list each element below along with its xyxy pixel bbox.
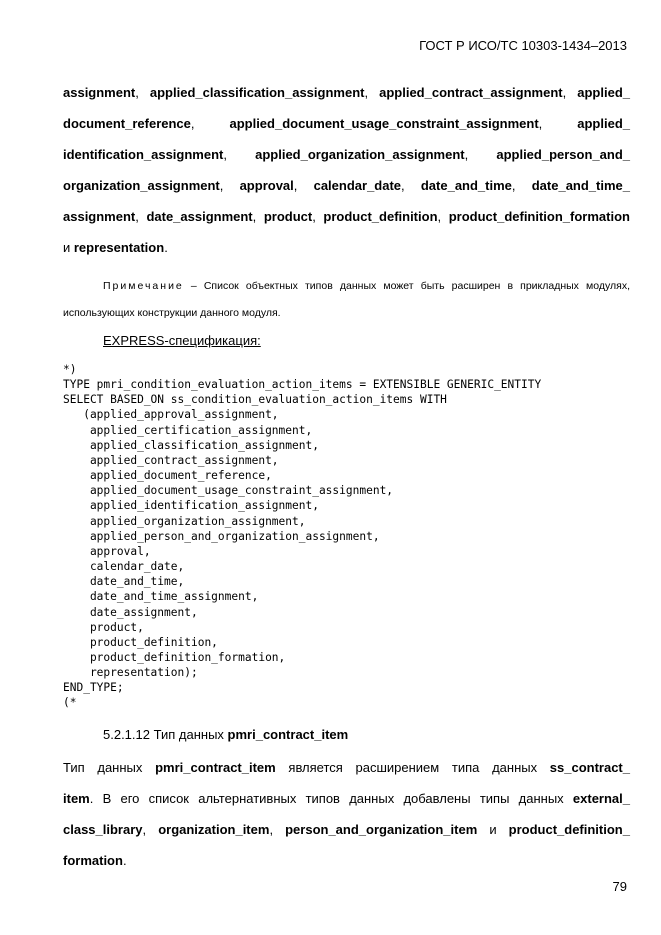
note-block <box>63 273 630 327</box>
type-name: identification_assignment <box>63 147 224 162</box>
text-run: , <box>312 209 324 224</box>
section-text: Тип данных <box>153 727 228 742</box>
section-number: 5.2.1.12 <box>103 727 150 742</box>
text-run: , <box>437 209 449 224</box>
text-line <box>63 201 630 232</box>
type-name: assignment <box>63 85 136 100</box>
note-text-line1: – Список объектных типов данных может быть расширен в прикладных модулях, <box>183 280 630 292</box>
section-type-name: pmri_contract_item <box>227 727 349 742</box>
type-name: ss_contract_ <box>549 760 630 775</box>
section-heading <box>103 727 348 742</box>
type-name: date_and_time <box>420 178 512 193</box>
text-run: . <box>122 853 127 868</box>
note-label: Примечание <box>103 280 184 292</box>
type-name: applied_person_and_ <box>496 147 630 162</box>
type-name: person_and_organization_item <box>285 822 478 837</box>
type-name: organization_item <box>158 822 270 837</box>
text-line <box>63 77 630 108</box>
text-run: и <box>63 240 74 255</box>
text-line <box>63 814 630 845</box>
text-line <box>63 139 630 170</box>
text-run: и <box>477 822 509 837</box>
text-run: , <box>135 209 147 224</box>
text-run: Тип данных <box>63 760 156 775</box>
type-name: applied_classification_assignment <box>149 85 365 100</box>
type-name: applied_document_usage_constraint_assignment <box>229 116 539 131</box>
text-run: , <box>142 822 159 837</box>
text-run: , <box>511 178 532 193</box>
text-run: , <box>135 85 150 100</box>
text-line <box>63 108 630 139</box>
intro-paragraph <box>63 77 630 263</box>
text-line <box>63 752 630 783</box>
text-run: является расширением типа данных <box>275 760 550 775</box>
type-name: applied_ <box>577 116 630 131</box>
document-header: ГОСТ Р ИСО/ТС 10303-1434–2013 <box>419 38 627 53</box>
text-line <box>63 232 630 263</box>
type-name: external_ <box>572 791 630 806</box>
type-name: pmri_contract_item <box>155 760 276 775</box>
text-run: , <box>401 178 421 193</box>
note-text-line2: использующих конструкции данного модуля. <box>63 307 281 319</box>
text-run: , <box>293 178 314 193</box>
type-name: product_definition_ <box>508 822 630 837</box>
type-name: date_assignment <box>146 209 253 224</box>
text-run: . <box>164 240 168 255</box>
type-name: assignment <box>63 209 136 224</box>
text-run: , <box>364 85 380 100</box>
express-code-block: *) TYPE pmri_condition_evaluation_action_items = EXTENSIBLE GENERIC_ENTITY SELECT BASED_ON ss_condition_evaluation_action_items WITH (applied_approval_assignment, applied_certification_assignment, applied_classification_assignment, applied_contract_assignment, applied_document_reference, applied_document_usage_constraint_assignment, applied_identification_assignment, applied_organization_assignment, applied_person_and_organization_assignment, approval, calendar_date, date_and_time, date_and_time_assignment, date_assignment, product, product_definition, product_definition_formation, representation); END_TYPE; (* <box>63 363 542 710</box>
page-number: 79 <box>612 879 627 894</box>
express-spec-label: EXPRESS-спецификация: <box>103 333 261 348</box>
type-name: class_library <box>63 822 143 837</box>
text-run: , <box>562 85 578 100</box>
text-run: , <box>464 147 497 162</box>
type-name: organization_assignment <box>63 178 220 193</box>
text-run: , <box>190 116 230 131</box>
text-run: , <box>219 178 240 193</box>
type-name: representation <box>73 240 165 255</box>
text-run: , <box>252 209 264 224</box>
type-name: document_reference <box>63 116 191 131</box>
type-name: product_definition <box>323 209 438 224</box>
type-name: item <box>63 791 90 806</box>
type-name: product <box>263 209 313 224</box>
contract-item-paragraph <box>63 752 630 876</box>
text-line <box>63 783 630 814</box>
text-run: , <box>223 147 256 162</box>
text-run: . В его список альтернативных типов данных добавлены типы данных <box>89 791 573 806</box>
type-name: approval <box>239 178 294 193</box>
type-name: calendar_date <box>313 178 402 193</box>
text-line <box>63 845 630 876</box>
text-run: , <box>538 116 578 131</box>
text-line <box>63 170 630 201</box>
type-name: applied_organization_assignment <box>255 147 465 162</box>
text-run: , <box>269 822 286 837</box>
type-name: formation <box>63 853 123 868</box>
type-name: date_and_time_ <box>531 178 630 193</box>
type-name: applied_contract_assignment <box>379 85 563 100</box>
type-name: applied_ <box>577 85 630 100</box>
type-name: product_definition_formation <box>448 209 630 224</box>
